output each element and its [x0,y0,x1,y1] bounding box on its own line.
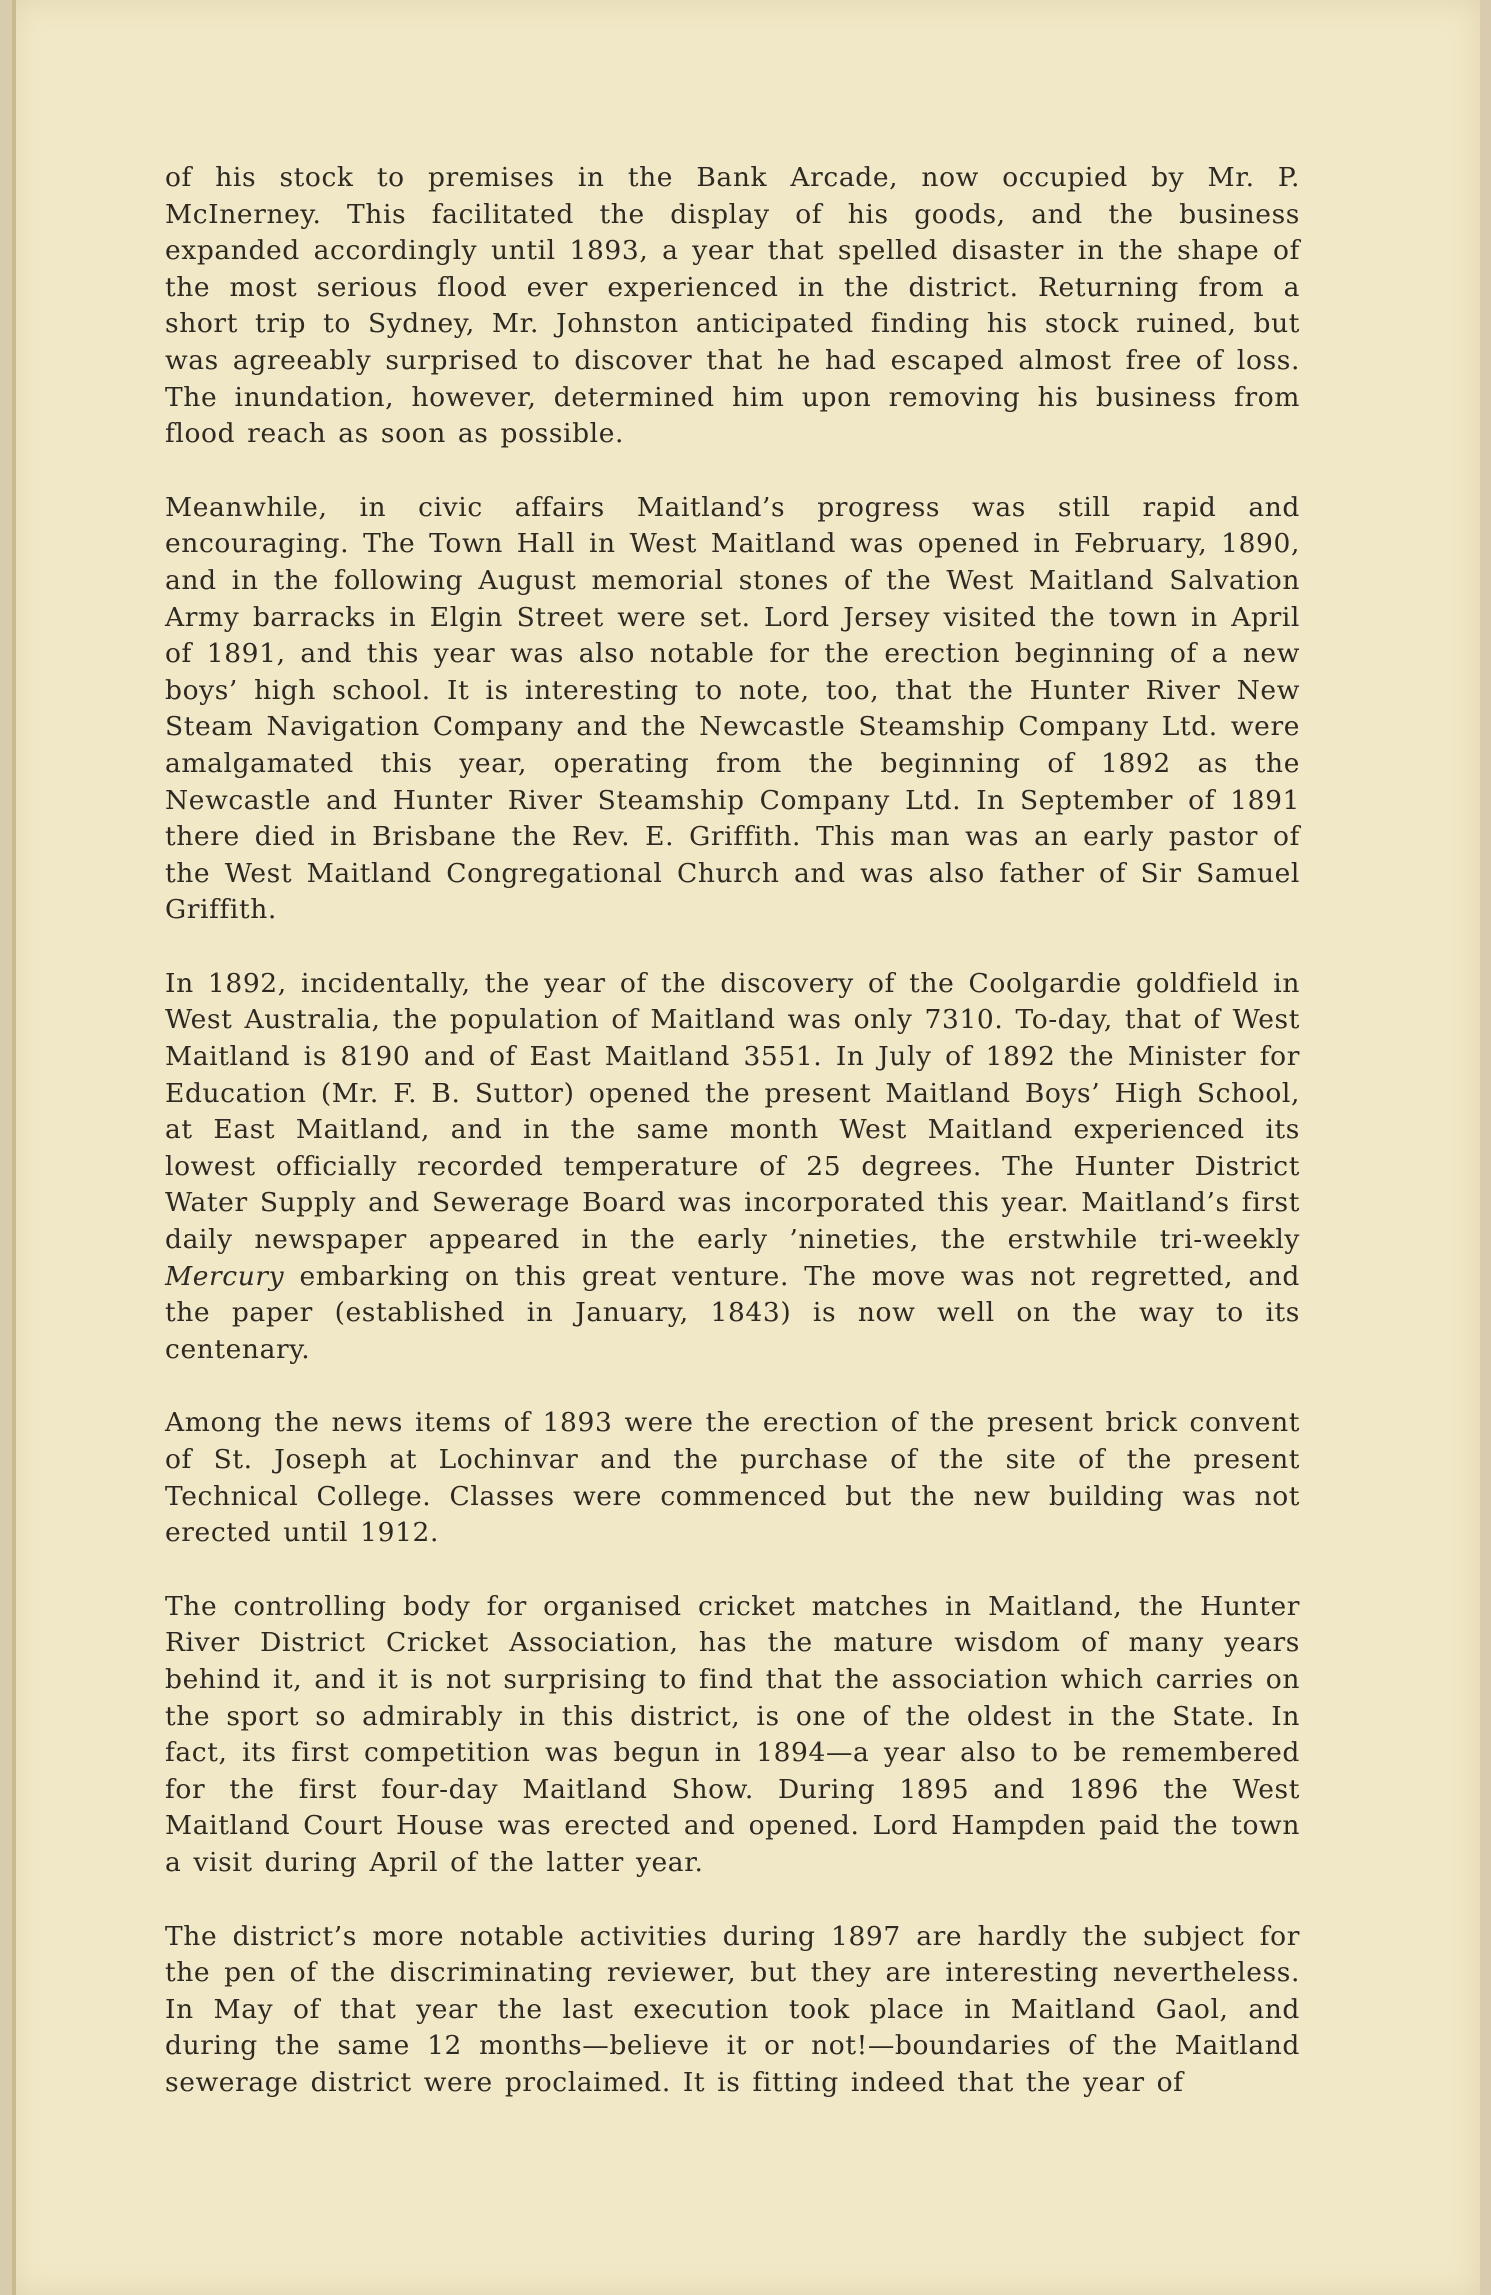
paragraph-stock-premises [165,160,1300,453]
paragraph-text: Meanwhile, in civic affairs Maitland’s progress was still rapid and encouraging. The Town Hall in West Maitland was opened in February, 1890, and in the following August memorial stones of the West Maitland Salvation Army barracks in Elgin Street were set. Lord Jersey visited the town in April of 1891, and this year was also notable for the erection beginning of a new boys’ high school. It is interesting to note, too, that the Hunter River New Steam Navigation Company and the Newcastle Steamship Company Ltd. were amalgamated this year, operating from the beginning of 1892 as the Newcastle and Hunter River Steamship Company Ltd. In September of 1891 there died in Brisbane the Rev. E. Griffith. This man was an early pastor of the West Maitland Congregational Church and was also father of Sir Samuel Griffith. [165,491,1300,926]
paragraph-news-1893 [165,1405,1300,1551]
paragraph-text: The controlling body for organised cricket matches in Maitland, the Hunter River District Cricket Association, has the mature wisdom of many years behind it, and it is not surprising to find that the association which carries on the sport so admirably in this district, is one of the oldest in the State. In fact, its first competition was begun in 1894—a year also to be remembered for the first four-day Maitland Show. During 1895 and 1896 the West Maitland Court House was erected and opened. Lord Hampden paid the town a visit during April of the latter year. [165,1590,1300,1878]
paragraph-cricket-association [165,1589,1300,1882]
paragraph-text: of his stock to premises in the Bank Arcade, now occupied by Mr. P. McInerney. This facilitated the display of his goods, and the business expanded accordingly until 1893, a year that spelled disaster in the shape of the most serious flood ever experienced in the district. Returning from a short trip to Sydney, Mr. Johnston anticipated finding his stock ruined, but was agreeably surprised to discover that he had escaped almost free of loss. The inundation, however, determined him upon removing his business from flood reach as soon as possible. [165,162,1300,450]
paragraph-text-after: embarking on this great venture. The move was not regretted, and the paper (established in January, 1843) is now well on the way to its centenary. [165,1260,1300,1365]
paragraph-text-before: In 1892, incidentally, the year of the discovery of the Coolgardie goldfield in West Australia, the population of Maitland was only 7310. To-day, that of West Maitland is 8190 and of East Maitland 3551. In July of 1892 the Minister for Education (Mr. F. B. Suttor) opened the present Maitland Boys’ High School, at East Maitland, and in the same month West Maitland experienced its lowest officially recorded temperature of 25 degrees. The Hunter District Water Supply and Sewerage Board was incorporated this year. Maitland’s first daily newspaper appeared in the early ’nineties, the erstwhile tri-weekly [165,967,1300,1256]
paragraph-text: The district’s more notable activities during 1897 are hardly the subject for the pen of the discriminating reviewer, but they are interesting nevertheless. In May of that year the last execution took place in Maitland Gaol, and during the same 12 months—believe it or not!—boundaries of the Maitland sewerage district were proclaimed. It is fitting indeed that the year of [165,1920,1300,2098]
paragraph-civic-affairs [165,490,1300,929]
document-page [12,0,1480,2295]
body-text [165,160,1300,2102]
paragraph-population-1892 [165,966,1300,1369]
paragraph-text: Among the news items of 1893 were the erection of the present brick convent of St. Joseph at Lochinvar and the purchase of the site of the present Technical College. Classes were commenced but the new building was not erected until 1912. [165,1407,1300,1549]
newspaper-name: Mercury [165,1260,285,1292]
paragraph-activities-1897 [165,1919,1300,2102]
